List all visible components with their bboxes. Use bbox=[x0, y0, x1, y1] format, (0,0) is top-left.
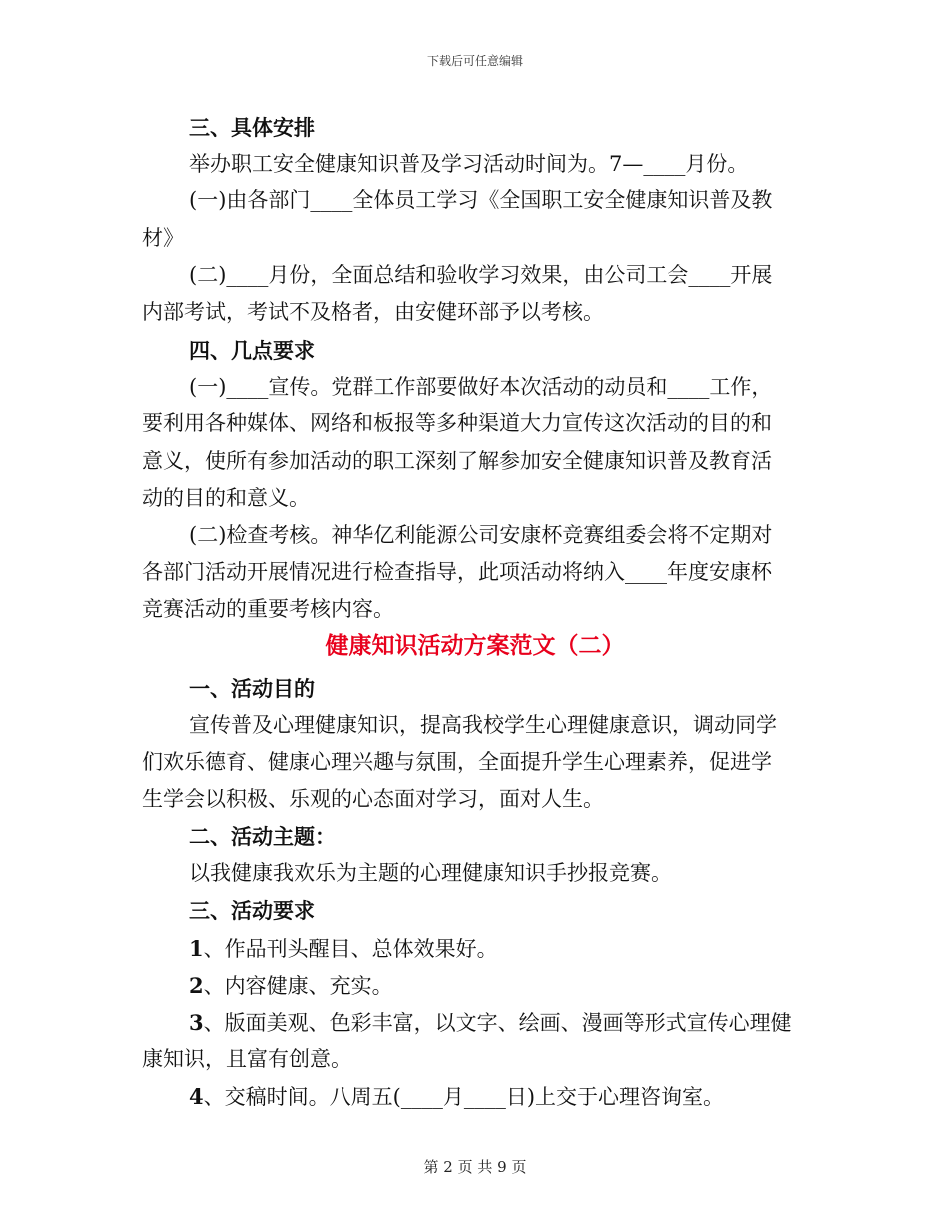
purpose-line1: 宣传普及心理健康知识，提高我校学生心理健康意识，调动同学 bbox=[189, 713, 777, 737]
purpose-line2: 们欢乐德育、健康心理兴趣与氛围，全面提升学生心理素养，促进学 bbox=[142, 750, 772, 774]
paragraph-one-line2: 材》 bbox=[142, 226, 184, 250]
list-item-number: 4 bbox=[189, 1084, 204, 1109]
list-item-text: 、内容健康、充实。 bbox=[203, 974, 393, 998]
paragraph-two-line1: (二)____月份，全面总结和验收学习效果，由公司工会____开展 bbox=[189, 263, 773, 287]
list-item bbox=[189, 938, 498, 960]
heading-activity-purpose: 一、活动目的 bbox=[189, 676, 315, 701]
heading-specific-arrangement: 三、具体安排 bbox=[189, 115, 315, 140]
requirement1-line3: 意义，使所有参加活动的职工深刻了解参加安全健康知识普及教育活 bbox=[142, 449, 772, 473]
requirement1-line4: 动的目的和意义。 bbox=[142, 486, 310, 510]
list-item-number: 3 bbox=[189, 1010, 204, 1035]
list-item-text: 、作品刊头醒目、总体效果好。 bbox=[203, 937, 498, 961]
paragraph-one-line1: (一)由各部门____全体员工学习《全国职工安全健康知识普及教 bbox=[189, 188, 773, 212]
requirement2-line3: 竞赛活动的重要考核内容。 bbox=[142, 597, 394, 621]
heading-requirements: 四、几点要求 bbox=[189, 338, 315, 363]
section-title: 健康知识活动方案范文（二） bbox=[325, 632, 625, 659]
theme-text: 以我健康我欢乐为主题的心理健康知识手抄报竞赛。 bbox=[189, 861, 672, 885]
list-item-text: 、版面美观、色彩丰富，以文字、绘画、漫画等形式宣传心理健 bbox=[203, 1011, 792, 1035]
purpose-line3: 生学会以积极、乐观的心态面对学习，面对人生。 bbox=[142, 787, 604, 811]
paragraph-two-line2: 内部考试，考试不及格者，由安健环部予以考核。 bbox=[142, 300, 604, 324]
heading-activity-theme: 二、活动主题： bbox=[189, 824, 336, 849]
list-item-number: 1 bbox=[189, 936, 204, 961]
list-item-text: 、交稿时间。八周五(____月____日)上交于心理咨询室。 bbox=[203, 1085, 725, 1109]
list-item bbox=[189, 1086, 724, 1108]
list-item bbox=[189, 1012, 792, 1034]
list-item-number: 2 bbox=[189, 973, 204, 998]
list-item bbox=[189, 975, 393, 997]
heading-activity-requirements: 三、活动要求 bbox=[189, 898, 315, 923]
requirement1-line1: (一)____宣传。党群工作部要做好本次活动的动员和____工作， bbox=[189, 375, 773, 399]
requirement2-line1: (二)检查考核。神华亿利能源公司安康杯竞赛组委会将不定期对 bbox=[189, 523, 773, 547]
requirement2-line2: 各部门活动开展情况进行检查指导，此项活动将纳入____年度安康杯 bbox=[142, 560, 772, 584]
requirement1-line2: 要利用各种媒体、网络和板报等多种渠道大力宣传这次活动的目的和 bbox=[142, 411, 772, 435]
page-header: 下载后可任意编辑 bbox=[426, 54, 523, 68]
page-footer: 第 2 页 共 9 页 bbox=[423, 1158, 527, 1176]
list-item-continuation: 康知识，且富有创意。 bbox=[142, 1047, 352, 1071]
paragraph-time: 举办职工安全健康知识普及学习活动时间为。7—____月份。 bbox=[189, 152, 749, 176]
